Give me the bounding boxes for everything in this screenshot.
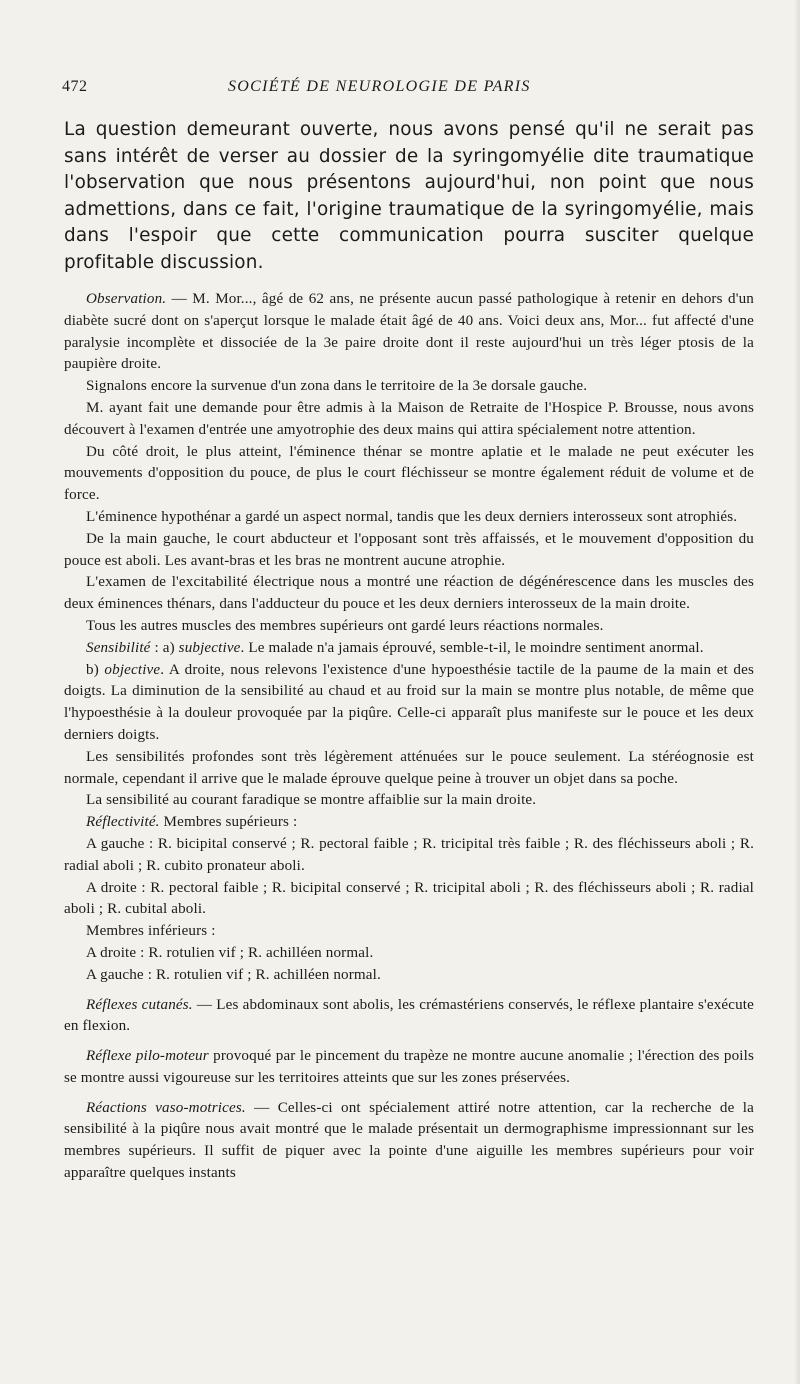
reflexe-pilo-label: Réflexe pilo-moteur [86, 1048, 209, 1065]
reflexe-pilo-text: provoqué par le pincement du trapèze ne montre aucune anomalie ; l'érection des poils se montre aussi vigoureuse sur les territoires atteints que sur les zones préservées. [64, 1048, 754, 1086]
paragraph-other-muscles: Tous les autres muscles des membres supérieurs ont gardé leurs réactions normales. [86, 617, 604, 634]
observation-paragraph [64, 289, 754, 376]
intro-paragraph: La question demeurant ouverte, nous avons pensé qu'il ne serait pas sans intérêt de verser au dossier de la syringomyélie dite traumatique l'observation que nous présentons aujourd'hui, non point que nous admettions, dans ce fait, l'origine traumatique de la syringomyélie, mais dans l'espoir que cette communication pourra susciter quelque profitable discussion. [64, 119, 754, 273]
reflexes-right-lower: A droite : R. rotulien vif ; R. achilléen normal. [86, 944, 374, 961]
lower-limbs-heading: Membres inférieurs : [86, 923, 216, 940]
paragraph-deep-sensibility: Les sensibilités profondes sont très légèrement atténuées sur le pouce seulement. La stéréognosie est normale, cependant il arrive que le malade éprouve quelque peine à trouver un objet dans sa poche. [64, 748, 754, 787]
reflexes-left-upper: A gauche : R. bicipital conservé ; R. pectoral faible ; R. tricipital très faible ; R. des fléchisseurs aboli ; R. radial aboli ; R. cubito pronateur aboli. [64, 835, 754, 874]
page-number: 472 [62, 78, 88, 95]
objective-prefix: b) [86, 661, 105, 678]
paragraph-sensibilite [64, 638, 754, 660]
paragraph-reflectivite [64, 812, 754, 834]
observation-heading: Observation. [86, 291, 167, 307]
paragraph-electrical-exam: L'examen de l'excitabilité électrique nous a montré une réaction de dégénérescence dans les muscles des deux éminences thénars, dans l'adducteur du pouce et les deux derniers interosseux de la main droite. [64, 574, 754, 613]
page-header [62, 78, 752, 100]
running-title: SOCIÉTÉ DE NEUROLOGIE DE PARIS [228, 78, 531, 95]
reflexes-right-upper: A droite : R. pectoral faible ; R. bicipital conservé ; R. tricipital aboli ; R. des fléchisseurs aboli ; R. radial aboli ; R. cubital aboli. [64, 879, 754, 918]
sensibilite-sep: : a) [150, 639, 179, 656]
objective-label: objective [104, 661, 161, 678]
observation-text: — M. Mor..., âgé de 62 ans, ne présente aucun passé pathologique à retenir en dehors d'un diabète sucré dont on s'aperçut lorsque le malade était âgé de 40 ans. Voici deux ans, Mor... fut affecté d'une paralysie incomplète et dissociée de la 3e paire droite dont il reste aujourd'hui un très léger ptosis de la paupière droite. [64, 291, 754, 373]
body-text [64, 289, 754, 1185]
paragraph-reactions-vaso [64, 1098, 754, 1185]
paragraph-reflexes-cutanes [64, 995, 754, 1039]
reflexes-cutanes-text: — Les abdominaux sont abolis, les crémastériens conservés, le réflexe plantaire s'exécute en flexion. [64, 996, 754, 1035]
page-edge-shadow [794, 0, 800, 1384]
reactions-text: — Celles-ci ont spécialement attiré notre attention, car la recherche de la sensibilité à la piqûre nous avait montré que le malade présentait un dermographisme impressionnant sur les membres supérieurs. Il suffit de piquer avec la pointe d'une aiguille les membres supérieurs pour voir apparaître quelques instants [64, 1099, 754, 1182]
paragraph-right-side: Du côté droit, le plus atteint, l'éminence thénar se montre aplatie et le malade ne peut exécuter les mouvements d'opposition du pouce, de plus le court fléchisseur se montre également réduit de volume et de force. [64, 443, 754, 504]
paragraph-zona: Signalons encore la survenue d'un zona dans le territoire de la 3e dorsale gauche. [86, 378, 588, 395]
objective-text: . A droite, nous relevons l'existence d'une hypoesthésie tactile de la paume de la main et des doigts. La diminution de la sensibilité au chaud et au froid sur la main se montre plus notable, de même que l'hypoesthésie à la douleur provoquée par la piqûre. Celle-ci apparaît plus manifeste sur le pouce et les deux derniers doigts. [64, 661, 754, 743]
sensibilite-label: Sensibilité [86, 639, 151, 656]
paragraph-left-hand: De la main gauche, le court abducteur et l'opposant sont très affaissés, et le mouvement d'opposition du pouce est aboli. Les avant-bras et les bras ne montrent aucune atrophie. [64, 530, 754, 569]
reflexes-left-lower: A gauche : R. rotulien vif ; R. achilléen normal. [86, 966, 381, 983]
reflexes-cutanes-label: Réflexes cutanés. [86, 996, 193, 1013]
paragraph-hypothenar: L'éminence hypothénar a gardé un aspect normal, tandis que les deux derniers interosseux sont atrophiés. [86, 508, 738, 525]
paragraph-reflexe-pilo [64, 1046, 754, 1090]
paragraph-faradic: La sensibilité au courant faradique se montre affaiblie sur la main droite. [86, 792, 537, 809]
reactions-label: Réactions vaso-motrices. [86, 1099, 246, 1116]
reflectivite-label: Réflectivité. [86, 814, 160, 831]
paragraph-admission: M. ayant fait une demande pour être admis à la Maison de Retraite de l'Hospice P. Brousse, nous avons découvert à l'examen d'entrée une amyotrophie des deux mains qui attira spécialement notre attention. [64, 399, 754, 438]
subjective-label: subjective [178, 639, 241, 656]
paragraph-objective [64, 660, 754, 747]
sensibilite-text: . Le malade n'a jamais éprouvé, semble-t-il, le moindre sentiment anormal. [240, 639, 704, 656]
reflectivite-text: Membres supérieurs : [159, 814, 298, 831]
